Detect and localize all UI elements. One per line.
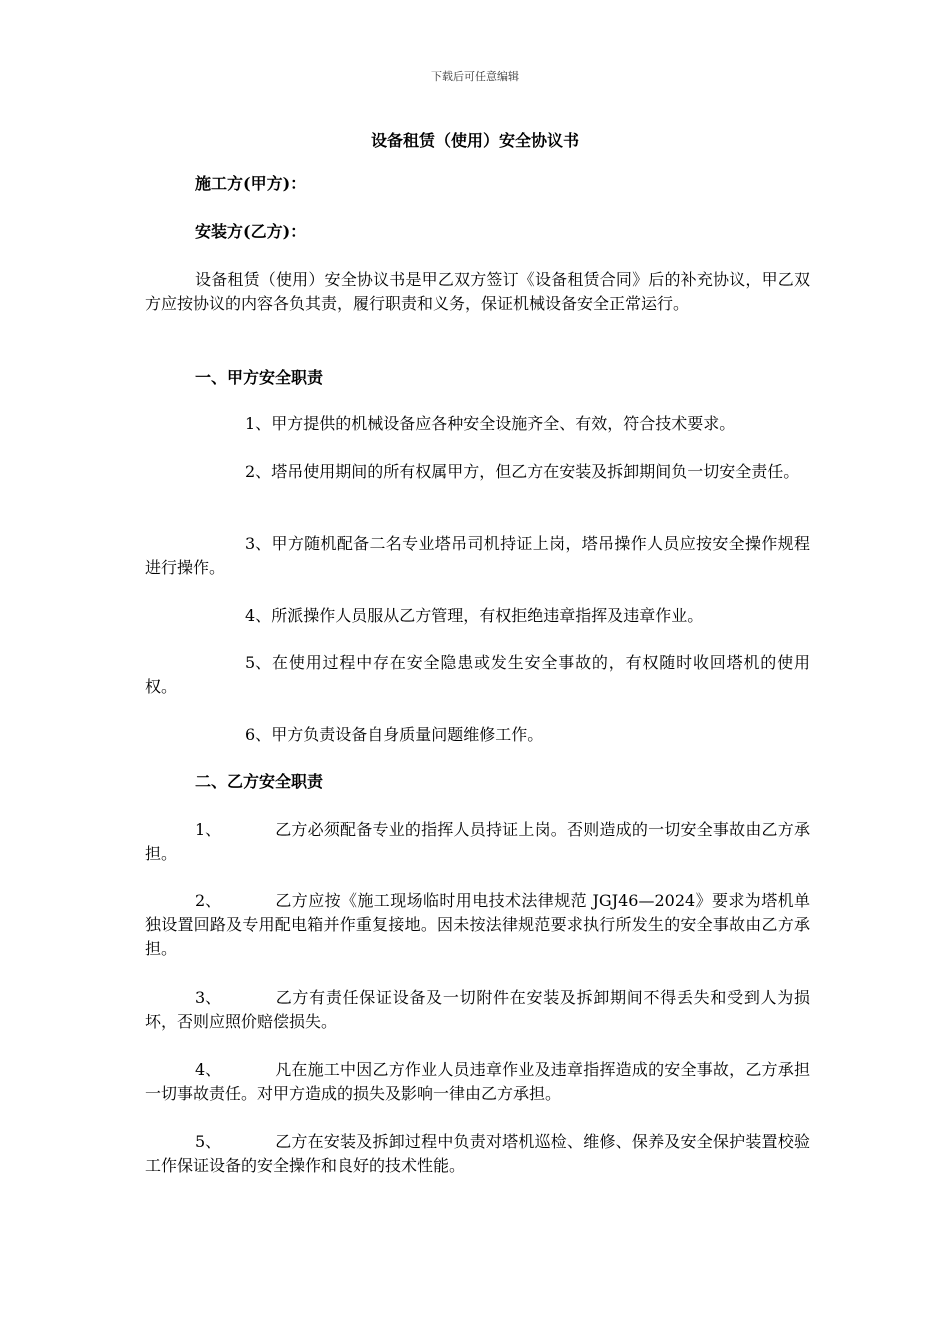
item-text: 乙方有责任保证设备及一切附件在安装及拆卸期间不得丢失和受到人为损坏，否则应照价赔偿损失。 xyxy=(145,988,810,1031)
party-b-line xyxy=(145,220,810,244)
item-text: 在使用过程中存在安全隐患或发生安全事故的，有权随时收回塔机的使用权。 xyxy=(145,653,810,696)
intro-text: 设备租赁（使用）安全协议书是甲乙双方签订《设备租赁合同》后的补充协议，甲乙双方应按协议的内容各负其责，履行职责和义务，保证机械设备安全正常运行。 xyxy=(145,270,810,313)
item-text: 乙方必须配备专业的指挥人员持证上岗。否则造成的一切安全事故由乙方承担。 xyxy=(145,820,810,863)
section1-item xyxy=(145,651,810,699)
item-number: 1、 xyxy=(195,820,222,839)
item-number: 2、 xyxy=(245,462,272,481)
section1-heading-block xyxy=(145,366,810,390)
item-number: 1、 xyxy=(245,414,272,433)
item-text: 塔吊使用期间的所有权属甲方，但乙方在安装及拆卸期间负一切安全责任。 xyxy=(271,462,800,481)
section1-item xyxy=(145,532,810,580)
section2-item xyxy=(145,986,810,1034)
section1-item xyxy=(145,460,810,484)
item-number: 6、 xyxy=(245,725,272,744)
party-a-line xyxy=(145,172,810,196)
item-number: 4、 xyxy=(195,1060,222,1079)
section2-heading-block xyxy=(145,770,810,794)
item-text: 所派操作人员服从乙方管理，有权拒绝违章指挥及违章作业。 xyxy=(271,606,704,625)
section1-item xyxy=(145,412,810,436)
header-note: 下载后可任意编辑 xyxy=(431,70,519,83)
section2-heading: 二、乙方安全职责 xyxy=(195,772,324,791)
section1-item xyxy=(145,723,810,747)
item-number: 2、 xyxy=(195,891,222,910)
party-b-label: 安装方(乙方)： xyxy=(195,222,307,241)
item-text: 乙方在安装及拆卸过程中负责对塔机巡检、维修、保养及安全保护装置校验工作保证设备的安全操作和良好的技术性能。 xyxy=(145,1132,810,1175)
intro-paragraph xyxy=(145,268,810,316)
item-number: 5、 xyxy=(195,1132,222,1151)
item-text: 甲方负责设备自身质量问题维修工作。 xyxy=(271,725,544,744)
item-number: 5、 xyxy=(245,653,272,672)
document-title: 设备租赁（使用）安全协议书 xyxy=(370,131,579,150)
section2-item xyxy=(145,1130,810,1178)
item-number: 3、 xyxy=(245,534,272,553)
item-text: 乙方应按《施工现场临时用电技术法律规范 JGJ46—2024》要求为塔机单独设置回路及专用配电箱并作重复接地。因未按法律规范要求执行所发生的安全事故由乙方承担。 xyxy=(145,891,810,958)
section2-item xyxy=(145,889,810,961)
item-text: 凡在施工中因乙方作业人员违章作业及违章指挥造成的安全事故，乙方承担一切事故责任。对甲方造成的损失及影响一律由乙方承担。 xyxy=(145,1060,810,1103)
item-text: 甲方随机配备二名专业塔吊司机持证上岗，塔吊操作人员应按安全操作规程进行操作。 xyxy=(145,534,810,577)
party-a-label: 施工方(甲方)： xyxy=(195,174,307,193)
section1-item xyxy=(145,604,810,628)
section1-heading: 一、甲方安全职责 xyxy=(195,368,324,387)
section2-item xyxy=(145,818,810,866)
item-text: 甲方提供的机械设备应各种安全设施齐全、有效，符合技术要求。 xyxy=(271,414,736,433)
item-number: 3、 xyxy=(195,988,222,1007)
section2-item xyxy=(145,1058,810,1106)
item-number: 4、 xyxy=(245,606,272,625)
